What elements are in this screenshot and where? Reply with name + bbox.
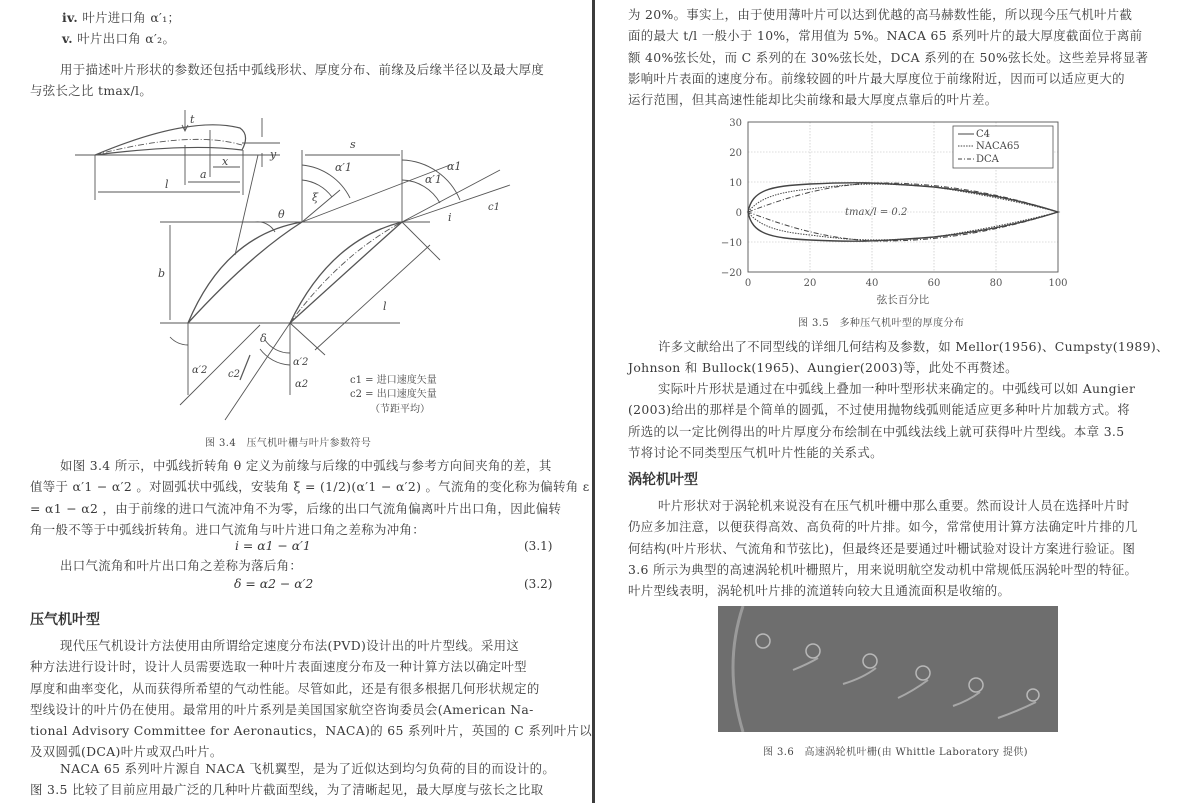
legend-dca: DCA [976,154,999,165]
label-alpha2: α2 [295,379,309,390]
svg-text:20: 20 [729,148,742,159]
lag-angle-line: 出口气流角和叶片出口角之差称为落后角： [60,558,303,573]
svg-text:60: 60 [927,278,941,289]
equation-3-2-number: (3.2) [524,577,553,591]
equation-3-2: δ = α2 − α′2 [234,576,314,591]
legend-c4: C4 [976,129,991,140]
svg-text:80: 80 [989,278,1003,289]
figure-3-5-caption: 图 3.5 多种压气机叶型的厚度分布 [798,318,965,329]
label-x: x [222,155,229,168]
label-alpha2-prime-right: α′2 [293,357,309,368]
chart-x-axis-label: 弦长百分比 [876,294,930,306]
label-s: s [350,138,356,151]
label-i: i [448,211,452,224]
figure-3-4-cascade-diagram [50,105,550,425]
paragraph-blade-shape: 实际叶片形状是通过在中弧线上叠加一种叶型形状来确定的。中弧线可以如 Aungier (2003)给出的那样是个简单的圆弧，不过使用抛物线弧则能适应更多种叶片加载方式。将 所选的以一定比例得出的叶片厚度分布绘制在中弧线法线上就可获得叶片型线。本章 3.5 节将讨论不同类型压气机叶片性能的关系式。 [628,381,1136,460]
figure-3-6-turbine-cascade-photo [718,606,1058,732]
legend-naca65: NACA65 [976,141,1020,152]
label-xi: ξ [312,191,319,204]
paragraph-turbine: 叶片形状对于涡轮机来说没有在压气机叶栅中那么重要。然而设计人员在选择叶片时 仍应多加注意，以便获得高效、高负荷的叶片排。如今，常常使用计算方法确定叶片排的几 何结构(叶片形状、气流角和节弦比)，但最终还是要通过叶栅试验对设计方案进行验证。图 3.6 所示为典型的高速涡轮机叶栅照片，用来说明航空发动机中常规低压涡轮叶型的特征。 叶片型线表明，涡轮机叶片排的流道转向较大且通流面积是收缩的。 [628,498,1138,599]
paragraph-pvd: 现代压气机设计方法使用由所谓给定速度分布法(PVD)设计出的叶片型线。采用这 种方法进行设计时，设计人员需要选取一种叶片表面速度分布及一种计算方法以确定叶型 厚度和曲率变化，从而获得所希望的气动性能。尽管如此，还是有很多根据几何形状规定的 型线设计的叶片仍在使用。最常用的叶片系列是美国国家航空咨询委员会(American Na- tional Advisory Committee for Aeronautics，NACA)的 65 系列叶片，英国的 C 系列叶片以 及双圆弧(DCA)叶片或双凸叶片。 [30,638,593,760]
left-page [0,0,592,803]
svg-text:0: 0 [735,208,742,219]
equation-3-1: i = α1 − α′1 [235,538,311,553]
blade-profile-detail [75,110,280,200]
paragraph-continuation: 为 20%。事实上，由于使用薄叶片可以达到优越的高马赫数性能，所以现今压气机叶片截 面的最大 t/l 一般小于 10%，常用值为 5%。NACA 65 系列叶片的最大厚度截面位于离前 额 40%弦长处，而 C 系列的在 30%弦长处，DCA 系列的在 50%弦长处。这些差异将显著 影响叶片表面的速度分布。前缘较圆的叶片最大厚度位于前缘附近，因而可以适应更大的 运行范围，但其高速性能却比尖前缘和最大厚度点靠后的叶片差。 [628,7,1149,108]
label-a: a [200,168,207,181]
list-item-v: v. 叶片出口角 α′₂。 [62,31,176,47]
label-delta: δ [260,332,267,345]
figure-3-5-thickness-chart [720,112,1080,322]
paragraph-fig-3-4: 如图 3.4 所示，中弧线折转角 θ 定义为前缘与后缘的中弧线与参考方向间夹角的差，其 值等于 α′1 − α′2 。对圆弧状中弧线，安装角 ξ = (1/2)(α′1 − α′2) 。气流角的变化称为偏转角 ε = α1 − α2 ，由于前缘的进口气流冲角不为零，后缘的出口气流角偏离叶片出口角，因此偏转 角一般不等于中弧线折转角。进口气流角与叶片进口角之差称为冲角： [30,458,590,537]
label-alpha1-prime-right: α′1 [425,173,442,186]
equation-3-1-number: (3.1) [524,539,553,553]
paragraph-naca: NACA 65 系列叶片源自 NACA 飞机翼型，是为了近似达到均匀负荷的目的而设计的。 图 3.5 比较了目前应用最广泛的几种叶片截面型线，为了清晰起见，最大厚度与弦长之比取 [30,761,556,798]
label-b: b [158,267,166,280]
figure-3-6-caption: 图 3.6 高速涡轮机叶栅(由 Whittle Laboratory 提供) [763,747,1028,758]
legend-pitch-averaged: （节距平均） [370,404,430,415]
section-title-turbine-profiles: 涡轮机叶型 [628,472,698,488]
cascade-geometry [160,150,510,420]
label-c1: c1 [488,202,500,213]
label-c2: c2 [228,369,240,380]
figure-3-4-caption: 图 3.4 压气机叶栅与叶片参数符号 [205,438,372,449]
svg-text:100: 100 [1048,278,1068,289]
label-l-top: l [165,178,169,191]
intro-paragraph: 用于描述叶片形状的参数还包括中弧线形状、厚度分布、前缘及后缘半径以及最大厚度 与弦长之比 tmax/l。 [30,62,545,99]
label-l-chord: l [383,300,387,313]
label-alpha1: α1 [447,160,462,173]
svg-text:30: 30 [729,118,742,129]
legend-c2: c2 = 出口速度矢量 [350,389,437,400]
list-item-iv: iv. 叶片进口角 α′₁； [62,10,181,25]
label-t: t [190,113,195,126]
svg-text:0: 0 [744,278,752,289]
chart-annotation: tmax/l = 0.2 [845,207,908,218]
svg-text:20: 20 [803,278,817,289]
label-y: y [270,148,277,161]
list-items [62,7,562,50]
page-divider [592,0,595,803]
right-page [598,0,1185,803]
label-alpha1-prime-left: α′1 [335,161,352,174]
legend-c1: c1 = 进口速度矢量 [350,375,437,386]
svg-text:40: 40 [865,278,879,289]
svg-text:10: 10 [729,178,742,189]
svg-text:−20: −20 [720,268,742,279]
label-alpha2-prime-left: α′2 [192,365,208,376]
svg-text:−10: −10 [720,238,742,249]
label-theta: θ [278,208,285,221]
section-title-compressor-profiles: 压气机叶型 [30,612,100,628]
paragraph-references: 许多文献给出了不同型线的详细几何结构及参数，如 Mellor(1956)、Cumpsty(1989)、 Johnson 和 Bullock(1965)、Aungier(2003)等，此处不再赘述。 [628,339,1169,376]
